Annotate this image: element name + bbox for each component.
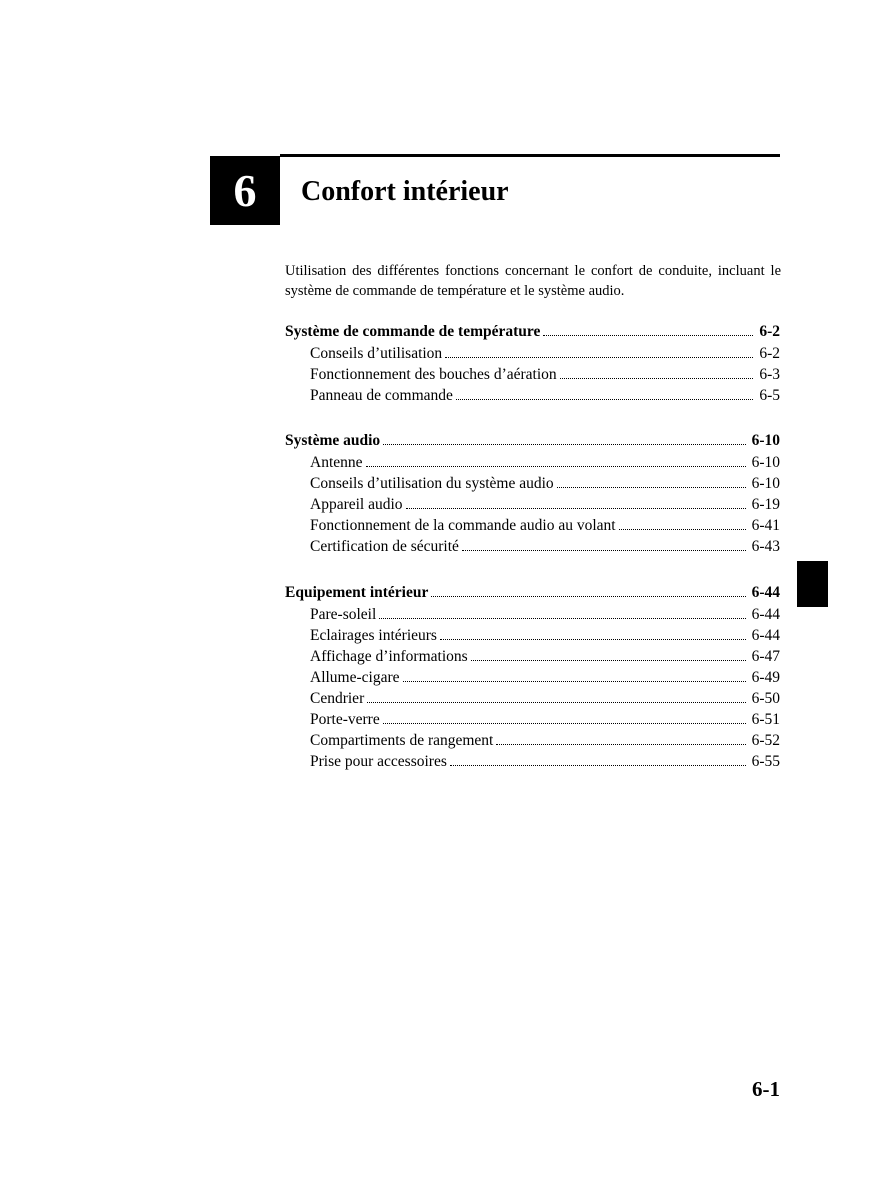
page-number: 6-1 [752,1077,780,1101]
toc-heading-label: Système audio [285,432,381,449]
toc-item[interactable] [285,452,780,473]
toc-page-number: 6-52 [751,732,780,749]
toc-item[interactable] [285,515,780,536]
toc-section-climate [285,321,780,406]
toc-leader [440,639,746,640]
toc-item[interactable] [285,385,780,406]
toc-page-number: 6-44 [751,606,780,623]
toc-item[interactable] [285,494,780,515]
toc-item-label: Panneau de commande [310,387,453,404]
toc-item-label: Compartiments de rangement [310,732,494,749]
toc-heading-label: Equipement intérieur [285,584,429,601]
toc-item[interactable] [285,364,780,385]
toc-item-label: Prise pour accessoires [310,753,447,770]
toc-page-number: 6-44 [751,584,780,601]
toc-leader [543,335,753,336]
toc-item[interactable] [285,646,780,667]
toc-page-number: 6-5 [759,387,780,404]
toc-heading-label: Système de commande de température [285,323,541,340]
toc-item-label: Conseils d’utilisation [310,345,443,362]
toc-leader [403,681,746,682]
toc-page-number: 6-19 [751,496,780,513]
toc-item-label: Antenne [310,454,363,471]
toc-item[interactable] [285,343,780,364]
toc-page-number: 6-10 [751,432,780,449]
toc-item-label: Porte-verre [310,711,380,728]
toc-item[interactable] [285,751,780,772]
toc-item-label: Appareil audio [310,496,403,513]
toc-page-number: 6-44 [751,627,780,644]
chapter-number-box [210,156,280,225]
toc-item-label: Allume-cigare [310,669,400,686]
toc-item[interactable] [285,730,780,751]
toc-item[interactable] [285,625,780,646]
toc-leader [450,765,746,766]
toc-heading-audio[interactable] [285,430,780,452]
toc-leader [383,723,746,724]
toc-page-number: 6-51 [751,711,780,728]
toc-item[interactable] [285,473,780,494]
toc-leader [366,466,746,467]
toc-leader [445,357,753,358]
toc-item-label: Affichage d’informations [310,648,468,665]
toc-leader [456,399,753,400]
toc-item[interactable] [285,667,780,688]
intro-paragraph: Utilisation des différentes fonctions concernant le confort de conduite, incluant le système de commande de température et le système audio. [285,263,781,299]
toc-leader [379,618,745,619]
toc-item-label: Fonctionnement des bouches d’aération [310,366,557,383]
toc-leader [367,702,745,703]
toc-item[interactable] [285,536,780,557]
title-rule [280,154,780,157]
toc-item[interactable] [285,688,780,709]
toc-item[interactable] [285,604,780,625]
toc-page-number: 6-3 [759,366,780,383]
chapter-number: 6 [233,165,257,216]
toc-page-number: 6-43 [751,538,780,555]
toc-item-label: Cendrier [310,690,365,707]
toc-leader [619,529,746,530]
toc-leader [406,508,746,509]
toc-leader [496,744,745,745]
toc-section-audio [285,430,780,557]
toc-leader [383,444,745,445]
toc-heading-interior[interactable] [285,582,780,604]
chapter-title: Confort intérieur [301,176,509,207]
toc-leader [471,660,746,661]
toc-item-label: Fonctionnement de la commande audio au volant [310,517,616,534]
toc-item-label: Certification de sécurité [310,538,459,555]
toc-page-number: 6-10 [751,454,780,471]
toc-item-label: Conseils d’utilisation du système audio [310,475,554,492]
toc-page-number: 6-41 [751,517,780,534]
toc-leader [431,596,745,597]
toc-page-number: 6-2 [759,323,780,340]
toc-page-number: 6-49 [751,669,780,686]
toc-item[interactable] [285,709,780,730]
toc-leader [462,550,746,551]
toc-page-number: 6-10 [751,475,780,492]
toc-page-number: 6-55 [751,753,780,770]
toc-heading-climate[interactable] [285,321,780,343]
toc-item-label: Eclairages intérieurs [310,627,437,644]
toc-page-number: 6-50 [751,690,780,707]
toc-page-number: 6-2 [759,345,780,362]
toc-leader [557,487,746,488]
chapter-thumb-tab [797,561,828,607]
toc-section-interior [285,582,780,772]
toc-item-label: Pare-soleil [310,606,377,623]
toc-leader [560,378,754,379]
toc-page-number: 6-47 [751,648,780,665]
